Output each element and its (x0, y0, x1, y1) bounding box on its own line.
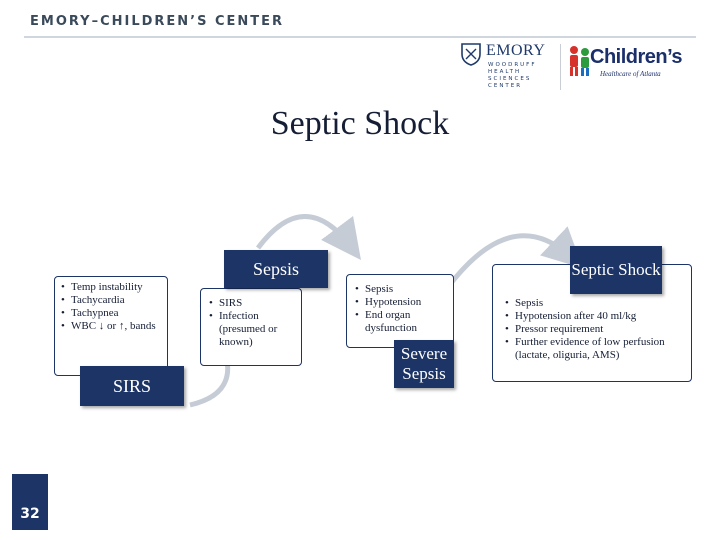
sirs-label-box: SIRS (80, 366, 184, 406)
slide-title: Septic Shock (270, 105, 450, 142)
page-number-tab (12, 474, 48, 530)
sirs-criterion: • WBC ↓ or ↑, bands (61, 320, 161, 333)
severe-sepsis-criterion: • End organ dysfunction (355, 309, 447, 335)
childrens-logo-text: Children’s (590, 46, 683, 68)
sepsis-criterion: • SIRS (209, 297, 295, 310)
sirs-criterion: • Tachypnea (61, 307, 161, 320)
sirs-criteria-box (54, 276, 168, 376)
arrow-sepsis-to-severe (258, 217, 352, 249)
page-number: 32 (20, 506, 40, 522)
septic-shock-criterion: • Sepsis (505, 297, 685, 310)
header-title: EMORY–CHILDREN’S CENTER (30, 14, 285, 29)
severe-sepsis-criterion: • Sepsis (355, 283, 447, 296)
sepsis-criteria-box (200, 288, 302, 366)
severe-sepsis-criteria-box (346, 274, 454, 348)
childrens-logo-subtext: Healthcare of Atlanta (600, 70, 661, 78)
septic-shock-criterion: • Pressor requirement (505, 323, 685, 336)
septic-shock-criterion: • Hypotension after 40 ml/kg (505, 310, 685, 323)
emory-logo-text: EMORY (486, 42, 546, 59)
severe-sepsis-label-box: Severe Sepsis (394, 340, 454, 388)
sepsis-criterion: • Infection (presumed or known) (209, 310, 295, 349)
emory-logo-subtext: WOODRUFF HEALTH SCIENCES CENTER (488, 62, 537, 89)
sirs-criterion: • Tachycardia (61, 294, 161, 307)
sepsis-label-box: Sepsis (224, 250, 328, 288)
sirs-criterion: • Temp instability (61, 281, 161, 294)
septic-shock-criterion: • Further evidence of low perfusion (lactate, oliguria, AMS) (505, 336, 685, 362)
severe-sepsis-criterion: • Hypotension (355, 296, 447, 309)
septic-shock-label-box: Septic Shock (570, 246, 662, 294)
